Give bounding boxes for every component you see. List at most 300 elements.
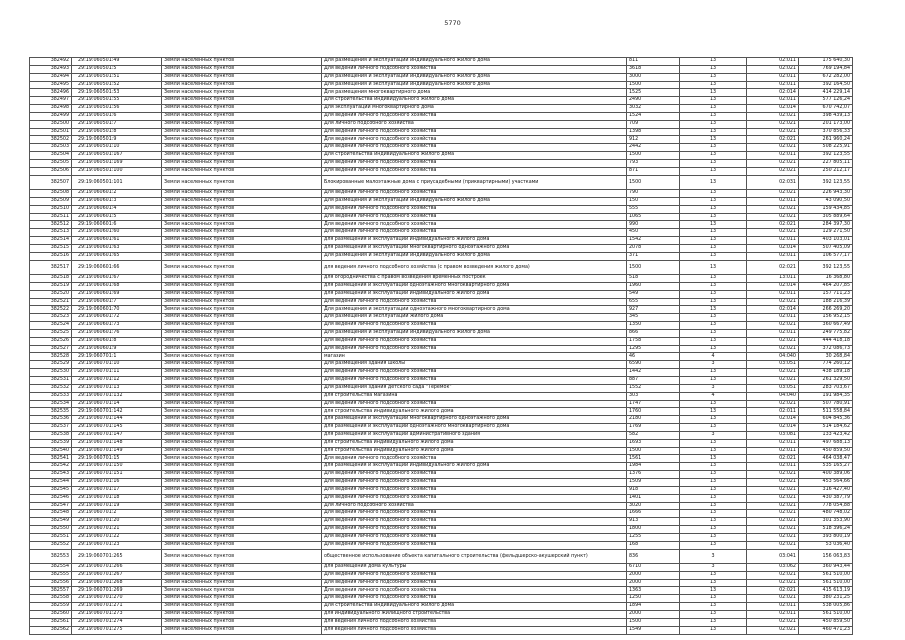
row-number-cell: 382526 — [30, 337, 72, 345]
permitted-use-cell: магазин — [322, 353, 627, 361]
cadastral-number-cell: 29:19:060501:100 — [72, 167, 162, 175]
group-cell: 13 — [680, 533, 747, 541]
row-number-cell: 382522 — [30, 306, 72, 314]
land-category-cell: Земли населенных пунктов — [162, 252, 322, 260]
group-cell: 13 — [680, 571, 747, 579]
permitted-use-cell: Для ведения личного подсобного хозяйства — [322, 205, 627, 213]
group-cell: 13 — [680, 518, 747, 526]
land-category-cell: Земли населенных пунктов — [162, 518, 322, 526]
table-row — [30, 89, 853, 97]
group-cell: 13 — [680, 603, 747, 611]
cadastral-value-cell: 507 405,09 — [799, 244, 853, 252]
land-category-cell: Земли населенных пунктов — [162, 144, 322, 152]
row-number-cell: 382521 — [30, 298, 72, 306]
area-cell: 371 — [627, 252, 680, 260]
code-cell: 02:021 — [747, 510, 799, 518]
area-cell: 1894 — [627, 603, 680, 611]
table-row — [30, 408, 853, 416]
cadastral-value-cell: 450 859,50 — [799, 447, 853, 455]
table-row — [30, 571, 853, 579]
code-cell: 03:051 — [747, 384, 799, 392]
area-cell: 1960 — [627, 282, 680, 290]
cadastral-number-cell: 29:19:060601:68 — [72, 282, 162, 290]
permitted-use-cell: для огородничества с правом возведения временных построек — [322, 275, 627, 283]
code-cell: 02:011 — [747, 237, 799, 245]
table-row — [30, 260, 853, 274]
code-cell: 02:011 — [747, 252, 799, 260]
code-cell: 02:011 — [747, 58, 799, 66]
land-category-cell: Земли населенных пунктов — [162, 105, 322, 113]
code-cell: 02:011 — [747, 439, 799, 447]
group-cell: 13 — [680, 175, 747, 189]
group-cell: 13 — [680, 400, 747, 408]
land-category-cell: Земли населенных пунктов — [162, 345, 322, 353]
table-row — [30, 144, 853, 152]
cadastral-number-cell: 29:19:060701:17 — [72, 486, 162, 494]
row-number-cell: 382534 — [30, 400, 72, 408]
row-number-cell: 382543 — [30, 471, 72, 479]
group-cell: 13 — [680, 275, 747, 283]
row-number-cell: 382515 — [30, 244, 72, 252]
permitted-use-cell: Для ведения личного подсобного хозяйства — [322, 112, 627, 120]
cadastral-value-cell: 414 229,14 — [799, 89, 853, 97]
group-cell: 13 — [680, 486, 747, 494]
table-row — [30, 175, 853, 189]
table-row — [30, 329, 853, 337]
area-cell: 2442 — [627, 144, 680, 152]
table-row — [30, 369, 853, 377]
area-cell: 1524 — [627, 112, 680, 120]
row-number-cell: 382541 — [30, 455, 72, 463]
land-category-cell: Земли населенных пунктов — [162, 439, 322, 447]
row-number-cell: 382494 — [30, 73, 72, 81]
code-cell: 02:021 — [747, 298, 799, 306]
code-cell: 02:021 — [747, 112, 799, 120]
group-cell: 13 — [680, 322, 747, 330]
code-cell: 02:021 — [747, 136, 799, 144]
area-cell: 1549 — [627, 626, 680, 634]
permitted-use-cell: для строительства магазина — [322, 392, 627, 400]
land-category-cell: Земли населенных пунктов — [162, 275, 322, 283]
group-cell: 13 — [680, 282, 747, 290]
area-cell: 836 — [627, 549, 680, 563]
cadastral-value-cell: 561 510,00 — [799, 571, 853, 579]
group-cell: 13 — [680, 345, 747, 353]
permitted-use-cell: Для ведения личного подсобного хозяйства — [322, 478, 627, 486]
permitted-use-cell: для размещения и эксплуатации одноэтажного многоквартирного дома — [322, 424, 627, 432]
cadastral-value-cell: 444 418,18 — [799, 337, 853, 345]
area-cell: 582 — [627, 431, 680, 439]
table-row — [30, 322, 853, 330]
permitted-use-cell: для размещения и эксплуатации многоквартирного одноэтажного дома — [322, 416, 627, 424]
cadastral-value-cell: 392 123,55 — [799, 175, 853, 189]
cadastral-number-cell: 29:19:060601:72 — [72, 314, 162, 322]
land-category-cell: Земли населенных пунктов — [162, 282, 322, 290]
land-category-cell: Земли населенных пунктов — [162, 541, 322, 549]
table-row — [30, 306, 853, 314]
cadastral-number-cell: 29:19:060701:19 — [72, 502, 162, 510]
row-number-cell: 382554 — [30, 563, 72, 571]
cadastral-number-cell: 29:19:060501:5 — [72, 65, 162, 73]
cadastral-number-cell: 29:19:060601:8 — [72, 337, 162, 345]
cadastral-number-cell: 29:19:060501:101 — [72, 175, 162, 189]
cadastral-number-cell: 29:19:060601:73 — [72, 322, 162, 330]
code-cell: 02:021 — [747, 494, 799, 502]
cadastral-number-cell: 29:19:060501:6 — [72, 112, 162, 120]
land-category-cell: Земли населенных пунктов — [162, 298, 322, 306]
table-row — [30, 345, 853, 353]
land-category-cell: Земли населенных пунктов — [162, 447, 322, 455]
group-cell: 13 — [680, 314, 747, 322]
land-category-cell: Земли населенных пунктов — [162, 587, 322, 595]
cadastral-value-cell: 415 613,19 — [799, 587, 853, 595]
row-number-cell: 382550 — [30, 526, 72, 534]
cadastral-number-cell: 29:19:060601:76 — [72, 329, 162, 337]
group-cell: 13 — [680, 105, 747, 113]
area-cell: 46 — [627, 353, 680, 361]
area-cell: 913 — [627, 518, 680, 526]
code-cell: 02:011 — [747, 81, 799, 89]
permitted-use-cell: Для размещения многоквартирного дома — [322, 89, 627, 97]
table-row — [30, 626, 853, 634]
code-cell: 02:021 — [747, 618, 799, 626]
table-row — [30, 563, 853, 571]
group-cell: 3 — [680, 431, 747, 439]
cadastral-value-cell: 464 207,85 — [799, 282, 853, 290]
permitted-use-cell: Для размещения и эксплуатации индивидуального жилого дома — [322, 252, 627, 260]
table-row — [30, 73, 853, 81]
land-category-cell: Земли населенных пунктов — [162, 152, 322, 160]
cadastral-number-cell: 29:19:060701:145 — [72, 424, 162, 432]
group-cell: 13 — [680, 416, 747, 424]
area-cell: 918 — [627, 486, 680, 494]
table-row — [30, 486, 853, 494]
area-cell: 1350 — [627, 322, 680, 330]
cadastral-number-cell: 29:19:060701:16 — [72, 478, 162, 486]
code-cell: 02:021 — [747, 533, 799, 541]
code-cell: 02:021 — [747, 626, 799, 634]
cadastral-number-cell: 29:19:060701:18 — [72, 494, 162, 502]
permitted-use-cell: для размещения и эксплуатации одноэтажного многоквартирного дома — [322, 282, 627, 290]
cadastral-value-cell: 261 960,24 — [799, 136, 853, 144]
table-row — [30, 400, 853, 408]
row-number-cell: 382544 — [30, 478, 72, 486]
area-cell: 150 — [627, 197, 680, 205]
permitted-use-cell: Для размещения здания школы — [322, 361, 627, 369]
table-row — [30, 447, 853, 455]
cadastral-number-cell: 29:19:060501:169 — [72, 159, 162, 167]
cadastral-value-cell: 159 434,85 — [799, 205, 853, 213]
page-number: 5770 — [444, 19, 461, 27]
cadastral-value-cell: 460 471,23 — [799, 626, 853, 634]
code-cell: 02:021 — [747, 579, 799, 587]
group-cell: 13 — [680, 471, 747, 479]
cadastral-value-cell: 191 984,35 — [799, 392, 853, 400]
cadastral-number-cell: 29:19:060701:10 — [72, 361, 162, 369]
permitted-use-cell: Для ведения личного подсобного хозяйства — [322, 595, 627, 603]
group-cell: 13 — [680, 152, 747, 160]
row-number-cell: 382562 — [30, 626, 72, 634]
cadastral-value-cell: 450 859,50 — [799, 618, 853, 626]
area-cell: 790 — [627, 190, 680, 198]
land-category-cell: Земли населенных пунктов — [162, 237, 322, 245]
cadastral-number-cell: 29:19:060601:66 — [72, 260, 162, 274]
permitted-use-cell: для строительства индивидуального жилого дома — [322, 447, 627, 455]
area-cell: 6590 — [627, 361, 680, 369]
table-row — [30, 424, 853, 432]
group-cell: 13 — [680, 337, 747, 345]
cadastral-number-cell: 29:19:060601:60 — [72, 229, 162, 237]
cadastral-value-cell: 561 510,00 — [799, 579, 853, 587]
area-cell: 1363 — [627, 587, 680, 595]
cadastral-value-cell: 392 164,50 — [799, 81, 853, 89]
land-category-cell: Земли населенных пунктов — [162, 455, 322, 463]
cadastral-number-cell: 29:19:060701:265 — [72, 549, 162, 563]
row-number-cell: 382527 — [30, 345, 72, 353]
permitted-use-cell: Для размещения и эксплуатации индивидуального жилого дома — [322, 329, 627, 337]
row-number-cell: 382525 — [30, 329, 72, 337]
group-cell: 13 — [680, 260, 747, 274]
code-cell: 02:014 — [747, 105, 799, 113]
row-number-cell: 382514 — [30, 237, 72, 245]
cadastral-value-cell: 133 423,42 — [799, 431, 853, 439]
code-cell: 02:021 — [747, 144, 799, 152]
table-row — [30, 618, 853, 626]
permitted-use-cell: Для размещения и эксплуатации индивидуального жилого дома — [322, 197, 627, 205]
table-row — [30, 478, 853, 486]
area-cell: 1542 — [627, 237, 680, 245]
group-cell: 13 — [680, 526, 747, 534]
area-cell: 345 — [627, 314, 680, 322]
table-row — [30, 463, 853, 471]
table-row — [30, 167, 853, 175]
row-number-cell: 382516 — [30, 252, 72, 260]
permitted-use-cell: для размещения и эксплуатации административного здания — [322, 431, 627, 439]
code-cell: 03:062 — [747, 563, 799, 571]
row-number-cell: 382542 — [30, 463, 72, 471]
area-cell: 518 — [627, 275, 680, 283]
land-category-cell: Земли населенных пунктов — [162, 260, 322, 274]
permitted-use-cell: Для ведения личного подсобного хозяйства — [322, 221, 627, 229]
cadastral-number-cell: 29:19:060701:266 — [72, 563, 162, 571]
code-cell: 02:014 — [747, 416, 799, 424]
cadastral-number-cell: 29:19:060701:14 — [72, 400, 162, 408]
group-cell: 13 — [680, 159, 747, 167]
area-cell: 1376 — [627, 471, 680, 479]
permitted-use-cell: Для ведения личного подсобного хозяйства — [322, 167, 627, 175]
group-cell: 4 — [680, 392, 747, 400]
cadastral-number-cell: 29:19:060701:270 — [72, 595, 162, 603]
cadastral-value-cell: 360 943,44 — [799, 563, 853, 571]
area-cell: 450 — [627, 229, 680, 237]
permitted-use-cell: Для ведения личного подсобного хозяйства — [322, 587, 627, 595]
cadastral-value-cell: 43 090,50 — [799, 197, 853, 205]
row-number-cell: 382517 — [30, 260, 72, 274]
cadastral-value-cell: 392 123,55 — [799, 152, 853, 160]
code-cell: 02:011 — [747, 314, 799, 322]
cadastral-value-cell: 464 038,47 — [799, 455, 853, 463]
code-cell: 03:051 — [747, 361, 799, 369]
cadastral-number-cell: 29:19:060701:273 — [72, 611, 162, 619]
cadastral-number-cell: 29:19:060701:142 — [72, 408, 162, 416]
cadastral-value-cell: 398 439,13 — [799, 112, 853, 120]
area-cell: 1500 — [627, 81, 680, 89]
group-cell: 13 — [680, 81, 747, 89]
cadastral-value-cell: 370 856,33 — [799, 128, 853, 136]
row-number-cell: 382556 — [30, 579, 72, 587]
table-row — [30, 603, 853, 611]
cadastral-number-cell: 29:19:060701:15 — [72, 455, 162, 463]
land-category-cell: Земли населенных пунктов — [162, 563, 322, 571]
permitted-use-cell: Для личного подсобного хозяйства — [322, 120, 627, 128]
cadastral-number-cell: 29:19:060701:22 — [72, 533, 162, 541]
group-cell: 13 — [680, 369, 747, 377]
group-cell: 13 — [680, 205, 747, 213]
cadastral-number-cell: 29:19:060601:65 — [72, 252, 162, 260]
row-number-cell: 382530 — [30, 369, 72, 377]
land-category-cell: Земли населенных пунктов — [162, 579, 322, 587]
group-cell: 13 — [680, 112, 747, 120]
area-cell: 866 — [627, 329, 680, 337]
group-cell: 13 — [680, 58, 747, 66]
land-category-cell: Земли населенных пунктов — [162, 112, 322, 120]
cadastral-value-cell: 284 397,30 — [799, 221, 853, 229]
permitted-use-cell: для размещения и эксплуатации индивидуального жилого дома — [322, 237, 627, 245]
code-cell: 02:021 — [747, 120, 799, 128]
code-cell: 02:021 — [747, 455, 799, 463]
area-cell: 1552 — [627, 384, 680, 392]
row-number-cell: 382503 — [30, 144, 72, 152]
code-cell: 02:021 — [747, 260, 799, 274]
cadastral-number-cell: 29:19:060601:5 — [72, 213, 162, 221]
permitted-use-cell: Для ведения личного подсобного хозяйства — [322, 345, 627, 353]
cadastral-value-cell: 201 173,00 — [799, 120, 853, 128]
row-number-cell: 382495 — [30, 81, 72, 89]
row-number-cell: 382498 — [30, 105, 72, 113]
area-cell: 1525 — [627, 89, 680, 97]
group-cell: 3 — [680, 361, 747, 369]
group-cell: 13 — [680, 120, 747, 128]
cadastral-value-cell: 175 640,30 — [799, 58, 853, 66]
cadastral-value-cell: 226 943,30 — [799, 190, 853, 198]
code-cell: 13:011 — [747, 275, 799, 283]
cadastral-number-cell: 29:19:060701:1 — [72, 353, 162, 361]
cadastral-number-cell: 29:19:060701:2 — [72, 510, 162, 518]
table-row — [30, 120, 853, 128]
code-cell: 02:014 — [747, 89, 799, 97]
permitted-use-cell: Для ведения личного подсобного хозяйства — [322, 494, 627, 502]
permitted-use-cell: Для ведения личного подсобного хозяйства — [322, 65, 627, 73]
group-cell: 13 — [680, 408, 747, 416]
land-category-cell: Земли населенных пунктов — [162, 486, 322, 494]
code-cell: 02:011 — [747, 329, 799, 337]
row-number-cell: 382533 — [30, 392, 72, 400]
cadastral-value-cell: 535 165,27 — [799, 463, 853, 471]
row-number-cell: 382561 — [30, 618, 72, 626]
area-cell: 303 — [627, 392, 680, 400]
land-category-cell: Земли населенных пунктов — [162, 384, 322, 392]
row-number-cell: 382536 — [30, 416, 72, 424]
code-cell: 02:021 — [747, 345, 799, 353]
table-row — [30, 541, 853, 549]
row-number-cell: 382492 — [30, 58, 72, 66]
code-cell: 02:021 — [747, 229, 799, 237]
row-number-cell: 382510 — [30, 205, 72, 213]
area-cell: 1295 — [627, 345, 680, 353]
land-category-cell: Земли населенных пунктов — [162, 549, 322, 563]
area-cell: 3032 — [627, 105, 680, 113]
cadastral-value-cell: 53 036,40 — [799, 541, 853, 549]
land-category-cell: Земли населенных пунктов — [162, 416, 322, 424]
group-cell: 13 — [680, 73, 747, 81]
table-row — [30, 494, 853, 502]
row-number-cell: 382524 — [30, 322, 72, 330]
land-category-cell: Земли населенных пунктов — [162, 618, 322, 626]
cadastral-value-cell: 497 688,13 — [799, 439, 853, 447]
permitted-use-cell: Для размещения и эксплуатации жилого дома — [322, 314, 627, 322]
area-cell: 168 — [627, 541, 680, 549]
table-row — [30, 377, 853, 385]
group-cell: 13 — [680, 455, 747, 463]
table-row — [30, 549, 853, 563]
cadastral-value-cell: 453 564,66 — [799, 478, 853, 486]
code-cell: 02:021 — [747, 167, 799, 175]
area-cell: 709 — [627, 120, 680, 128]
group-cell: 4 — [680, 353, 747, 361]
area-cell: 1693 — [627, 439, 680, 447]
group-cell: 13 — [680, 213, 747, 221]
table-row — [30, 197, 853, 205]
cadastral-value-cell: 360 667,49 — [799, 322, 853, 330]
group-cell: 13 — [680, 579, 747, 587]
row-number-cell: 382500 — [30, 120, 72, 128]
cadastral-number-cell: 29:19:060701:269 — [72, 587, 162, 595]
cadastral-number-cell: 29:19:060501:8 — [72, 128, 162, 136]
cadastral-number-cell: 29:19:060701:20 — [72, 518, 162, 526]
row-number-cell: 382557 — [30, 587, 72, 595]
table-row — [30, 518, 853, 526]
land-category-cell: Земли населенных пунктов — [162, 424, 322, 432]
cadastral-number-cell: 29:19:060601:7 — [72, 298, 162, 306]
permitted-use-cell: Для личного подсобного хозяйства — [322, 502, 627, 510]
permitted-use-cell: Для ведения личного подсобного хозяйства — [322, 518, 627, 526]
row-number-cell: 382501 — [30, 128, 72, 136]
row-number-cell: 382558 — [30, 595, 72, 603]
code-cell: 02:011 — [747, 152, 799, 160]
row-number-cell: 382539 — [30, 439, 72, 447]
area-cell: 927 — [627, 306, 680, 314]
table-row — [30, 213, 853, 221]
group-cell: 13 — [680, 447, 747, 455]
group-cell: 13 — [680, 478, 747, 486]
row-number-cell: 382506 — [30, 167, 72, 175]
land-category-cell: Земли населенных пунктов — [162, 392, 322, 400]
table-row — [30, 510, 853, 518]
land-category-cell: Земли населенных пунктов — [162, 120, 322, 128]
land-category-cell: Земли населенных пунктов — [162, 128, 322, 136]
table-row — [30, 595, 853, 603]
group-cell: 13 — [680, 298, 747, 306]
cadastral-value-cell: 156 063,83 — [799, 549, 853, 563]
cadastral-value-cell: 250 212,17 — [799, 167, 853, 175]
group-cell: 13 — [680, 618, 747, 626]
table-row — [30, 290, 853, 298]
code-cell: 02:014 — [747, 306, 799, 314]
permitted-use-cell: для ведения личного подсобного хозяйства — [322, 626, 627, 634]
table-row — [30, 159, 853, 167]
table-row — [30, 471, 853, 479]
cadastral-number-cell: 29:19:060501:167 — [72, 152, 162, 160]
